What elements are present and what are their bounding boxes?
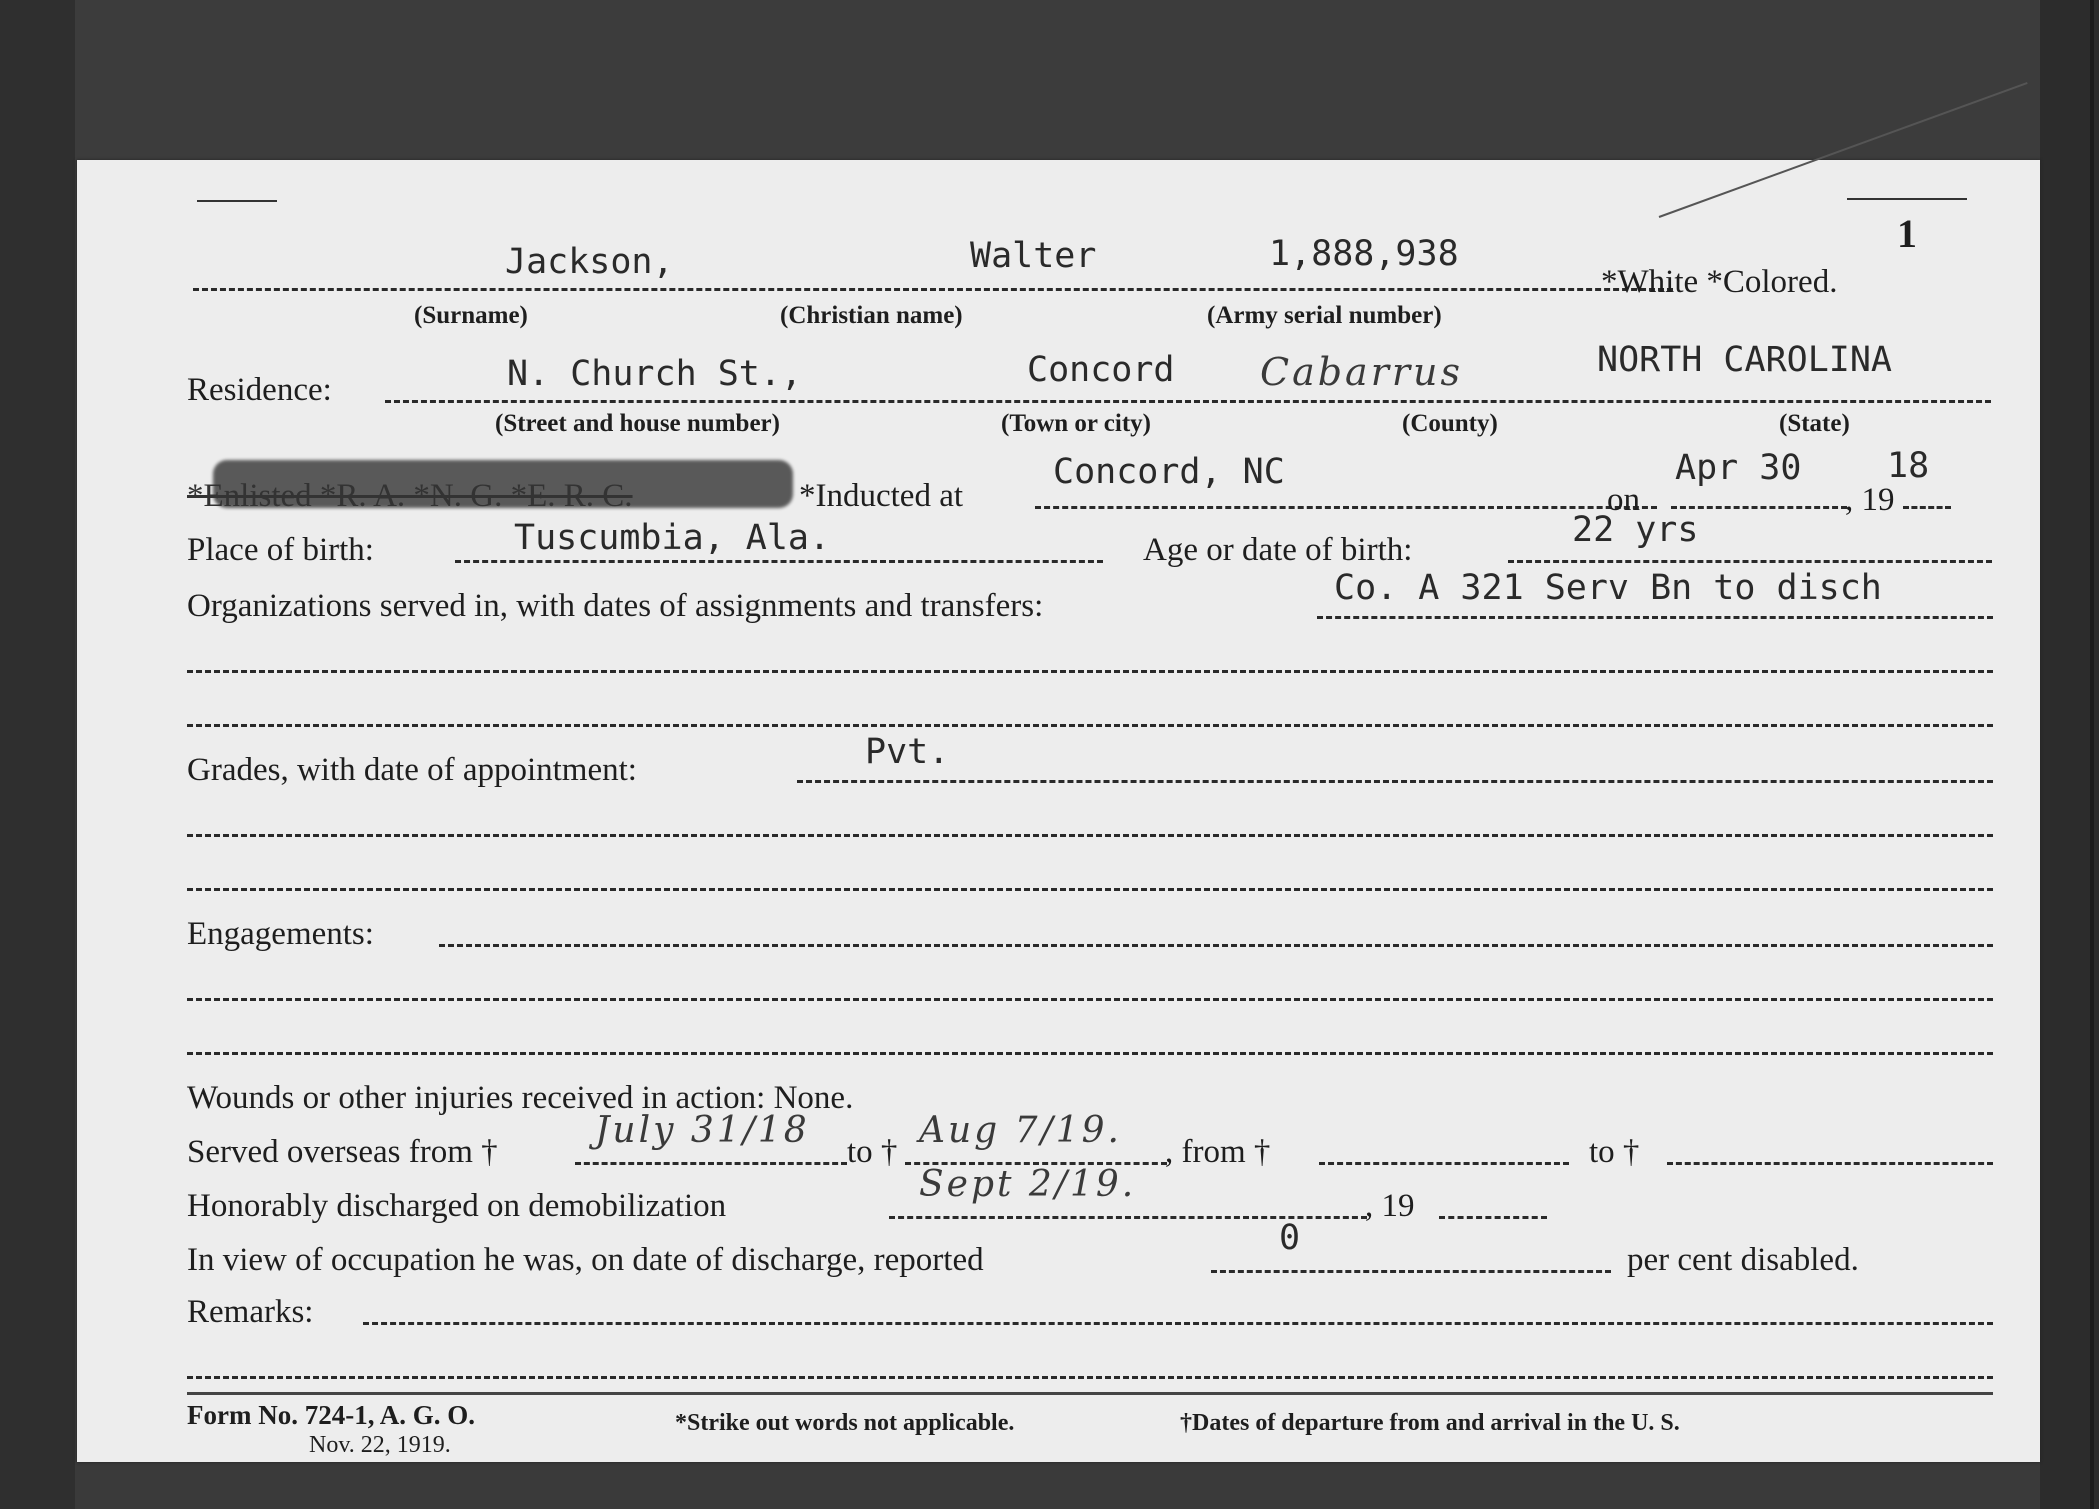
disability-label: In view of occupation he was, on date of discharge, reported [187,1242,984,1278]
age-value: 22 yrs [1572,510,1699,550]
christian-name-caption: (Christian name) [780,302,963,329]
remarks-line-2 [187,1376,1993,1379]
card-number: 1 [1897,211,1917,256]
induction-year-line [1903,506,1951,509]
disability-line [1211,1270,1611,1273]
overseas-to-value: Aug 7/19. [919,1110,1122,1151]
state-value: NORTH CAROLINA [1597,340,1893,380]
discharge-label: Honorably discharged on demobilization [187,1188,727,1224]
organizations-value: Co. A 321 Serv Bn to disch [1334,568,1882,608]
race-options: *White *Colored. [1601,264,1838,300]
induction-date-value: Apr 30 [1675,448,1802,488]
grades-line-2 [187,834,1993,837]
serial-number-caption: (Army serial number) [1207,302,1442,329]
organizations-line-1 [1317,616,1993,619]
residence-label: Residence: [187,372,332,408]
birthplace-value: Tuscumbia, Ala. [514,518,831,558]
top-left-rule [197,200,277,202]
grades-line-1 [797,780,1993,783]
surname-value: Jackson, [505,242,674,282]
induction-place-value: Concord, NC [1053,452,1285,492]
street-caption: (Street and house number) [495,410,780,437]
induction-date-line [1671,506,1847,509]
town-caption: (Town or city) [1001,410,1151,437]
struck-enlistment-options: *Enlisted *R. A. *N. G. *E. R. C. [187,478,633,514]
background-top [0,0,2099,160]
state-caption: (State) [1779,410,1850,437]
footer-rule [187,1392,1993,1395]
disability-value: 0 [1279,1218,1301,1258]
name-line [193,288,1673,291]
overseas-from2-label: , from † [1165,1134,1271,1170]
remarks-line-1 [363,1322,1993,1325]
disability-suffix: per cent disabled. [1627,1242,1859,1278]
induction-place-line [1035,506,1657,509]
remarks-label: Remarks: [187,1294,314,1330]
overseas-label: Served overseas from † [187,1134,498,1170]
service-record-card [77,160,2040,1462]
organizations-label: Organizations served in, with dates of assignments and transfers: [187,588,1044,624]
engagements-label: Engagements: [187,916,374,952]
surname-caption: (Surname) [414,302,528,329]
overseas-to2-line [1667,1162,1993,1165]
engagements-line-1 [439,944,1993,947]
overseas-to2-label: to † [1589,1134,1640,1170]
on-label: on [1607,482,1640,518]
background-left [0,0,75,1509]
discharge-year-suffix: , 19 [1365,1188,1415,1224]
serial-number-value: 1,888,938 [1269,234,1459,274]
strike-note: *Strike out words not applicable. [675,1410,1015,1436]
town-value: Concord [1027,350,1175,390]
form-number: Form No. 724-1, A. G. O. [187,1400,475,1430]
top-right-rule [1847,198,1967,200]
birthplace-label: Place of birth: [187,532,374,568]
street-value: N. Church St., [507,354,803,394]
grades-line-3 [187,888,1993,891]
dates-note: †Dates of departure from and arrival in the U. S. [1180,1410,1680,1436]
background-right [2040,0,2099,1509]
birthplace-line [455,560,1103,563]
organizations-line-3 [187,724,1993,727]
county-caption: (County) [1402,410,1498,437]
overseas-from-value: July 31/18 [595,1110,810,1151]
engagements-line-3 [187,1052,1993,1055]
form-date: Nov. 22, 1919. [309,1432,451,1458]
year-prefix: , 19 [1845,482,1895,518]
county-value: Cabarrus [1260,350,1464,394]
organizations-line-2 [187,670,1993,673]
age-line [1508,560,1992,563]
induction-year-value: 18 [1887,446,1930,486]
grades-label: Grades, with date of appointment: [187,752,637,788]
discharge-value: Sept 2/19. [919,1164,1137,1205]
engagements-line-2 [187,998,1993,1001]
discharge-year-line [1439,1216,1547,1219]
overseas-from-line [575,1162,847,1165]
christian-name-value: Walter [970,236,1097,276]
age-label: Age or date of birth: [1143,532,1413,568]
residence-line [385,400,1991,403]
grades-value: Pvt. [865,732,950,772]
overseas-to-label: to † [847,1134,898,1170]
overseas-from2-line [1319,1162,1569,1165]
background-stripe [2090,0,2094,1509]
wounds-label: Wounds or other injuries received in action: None. [187,1080,854,1116]
inducted-label: *Inducted at [799,478,964,514]
